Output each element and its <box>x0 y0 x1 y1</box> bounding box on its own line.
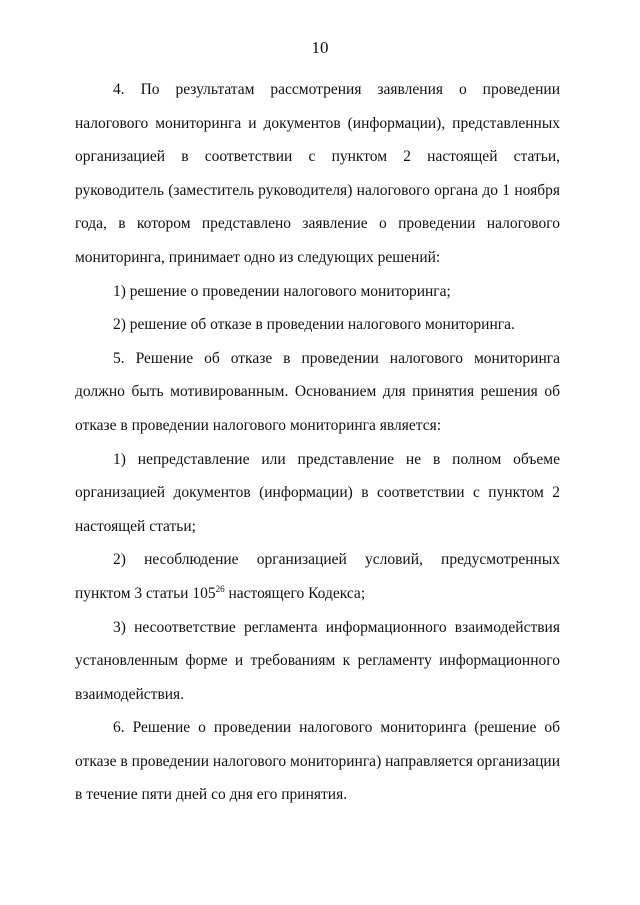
paragraph-5-item-2 <box>75 543 560 610</box>
paragraph-5-item-2-text: 2) несоблюдение организацией условий, предусмотренных пунктом 3 статьи 105 <box>75 551 560 602</box>
paragraph-4-item-1: 1) решение о проведении налогового мониторинга; <box>113 282 451 300</box>
paragraph-5-item-2-tail: настоящего Кодекса; <box>224 584 366 602</box>
paragraph-6: 6. Решение о проведении налогового мониторинга (решение об отказе в проведении налогового мониторинга) направляется организации в течение пяти дней со дня его принятия. <box>75 719 560 804</box>
paragraph-4-item-2: 2) решение об отказе в проведении налогового мониторинга. <box>113 316 515 334</box>
paragraph-4-intro: 4. По результатам рассмотрения заявления о проведении налогового мониторинга и документов (информации), представленных организацией в соответствии с пунктом 2 настоящей статьи, руководитель (заместитель руководителя) налогового органа до 1 ноября года, в котором представлено заявление о проведении налогового мониторинга, принимает одно из следующих решений: <box>75 81 560 266</box>
paragraph-5-item-1: 1) непредставление или представление не в полном объеме организацией документов (информации) в соответствии с пунктом 2 настоящей статьи; <box>75 450 560 535</box>
article-superscript: 26 <box>215 583 225 594</box>
paragraph-5-item-3: 3) несоответствие регламента информационного взаимодействия установленным форме и требованиям к регламенту информационного взаимодействия. <box>75 618 560 703</box>
document-body <box>75 73 560 812</box>
paragraph-5-intro: 5. Решение об отказе в проведении налогового мониторинга должно быть мотивированным. Основанием для принятия решения об отказе в проведении налогового мониторинга является: <box>75 349 560 434</box>
page-number: 10 <box>311 38 329 57</box>
